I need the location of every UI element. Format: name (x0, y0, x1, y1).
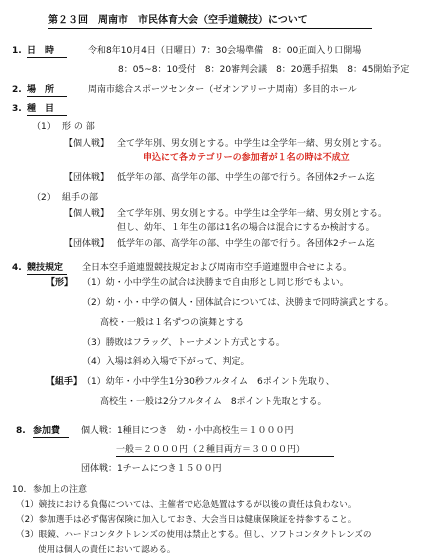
kumite-individual-label: 【個人戦】 (64, 209, 110, 219)
kumite-team-text: 低学年の部、高学年の部、中学生の部で行う。各団体2チーム迄 (117, 239, 375, 249)
kumite-individual-note: 但し、幼年、１年生の部は1名の場合は混合にするか検討する。 (117, 223, 375, 233)
note-item-2: （2）参加選手は必ず傷害保険に加入しておき、大会当日は健康保険証を持参すること。 (16, 515, 357, 525)
fee-line-1: 個人戦：1種目につき 幼・小中高校生＝１０００円 (81, 426, 294, 436)
section-3-number: 3. (12, 104, 22, 114)
kumite-team-label: 【団体戦】 (64, 239, 110, 249)
fee-line-2: 一般＝２０００円（２種目両方＝３０００円） (116, 445, 306, 455)
section-1-label: 日 時 (27, 46, 55, 56)
kumite-number: （2） (32, 193, 56, 203)
section-10-label: 参加上の注意 (33, 485, 88, 495)
rules-kata-label: 【形】 (46, 278, 74, 288)
section-3-underline (27, 115, 67, 116)
venue-text: 周南市総合スポーツセンター（ゼオンアリーナ周南）多目的ホール (88, 85, 357, 95)
section-2-number: 2. (12, 85, 22, 95)
rules-kumite-item-1-cont: 高校生・一般は2分フルタイム 8ポイント先取とする。 (100, 397, 327, 407)
kata-number: （1） (32, 122, 56, 132)
datetime-line-2: 8：05~8：10受付 8：20審判会議 8：20選手招集 8：45開始予定 (118, 65, 410, 75)
page-title: 第２３回 周南市 市民体育大会（空手道競技）について (48, 15, 308, 26)
rules-kumite-label: 【組手】 (46, 377, 83, 387)
rules-kata-item-2: （2）幼・小・中学の個人・団体試合については、決勝まで同時演武とする。 (82, 298, 394, 308)
kata-team-text: 低学年の部、高学年の部、中学生の部で行う。各団体2チーム迄 (117, 173, 375, 183)
section-10-number: 10. (12, 485, 27, 495)
datetime-line-1: 令和8年10月4日（日曜日）7：30会場準備 8：00正面入り口開場 (88, 46, 362, 56)
section-4-label: 競技規定 (27, 263, 64, 273)
kumite-label: 組手の部 (62, 193, 99, 203)
fee-line-3: 団体戦：1チームにつき１５００円 (81, 464, 222, 474)
section-8-underline (33, 437, 69, 438)
kata-individual-text: 全て学年別、男女別とする。中学生は全学年一緒、男女別とする。 (117, 139, 388, 149)
section-4-underline (27, 274, 67, 275)
kata-individual-note: 申込にて各カテゴリーの参加者が１名の時は不成立 (143, 153, 350, 163)
section-4-number: 4. (12, 263, 22, 273)
kata-team-label: 【団体戦】 (64, 173, 110, 183)
kata-label: 形 の 部 (62, 122, 95, 132)
section-2-label: 場 所 (27, 85, 55, 95)
section-8-number: 8. (16, 426, 26, 436)
kata-individual-label: 【個人戦】 (64, 139, 110, 149)
section-1-underline (27, 57, 67, 58)
kumite-individual-text: 全て学年別、男女別とする。中学生は全学年一緒、男女別とする。 (117, 209, 388, 219)
title-underline (48, 28, 372, 29)
section-2-underline (27, 96, 67, 97)
rules-kata-item-1: （1）幼・小中学生の試合は決勝まで自由形とし同じ形でもよい。 (82, 278, 349, 288)
fee-line-2-underline (116, 456, 334, 457)
rules-kata-item-3: （3）勝敗はフラッグ、トーナメント方式とする。 (82, 338, 285, 348)
rules-kata-item-2-cont: 高校・一般は１名ずつの演舞とする (100, 318, 245, 328)
note-item-1: （1）競技における負傷については、主催者で応急処置はするが以後の責任は負わない。 (16, 500, 357, 510)
section-1-number: 1. (12, 46, 22, 56)
rules-kata-item-4: （4）入場は斜め入場で下がって、判定。 (82, 357, 250, 367)
section-8-label: 参加費 (33, 426, 61, 436)
rules-kumite-item-1: （1）幼年・小中学生1分30秒フルタイム 6ポイント先取り、 (82, 377, 335, 387)
rules-intro: 全日本空手道連盟競技規定および周南市空手道連盟申合せによる。 (82, 263, 353, 273)
section-3-label: 種 目 (27, 104, 55, 114)
note-item-3: （3）眼鏡、ハードコンタクトレンズの使用は禁止とする。但し、ソフトコンタクトレンズの (16, 530, 372, 540)
note-item-3-cont: 使用は個人の責任において認める。 (38, 545, 176, 555)
